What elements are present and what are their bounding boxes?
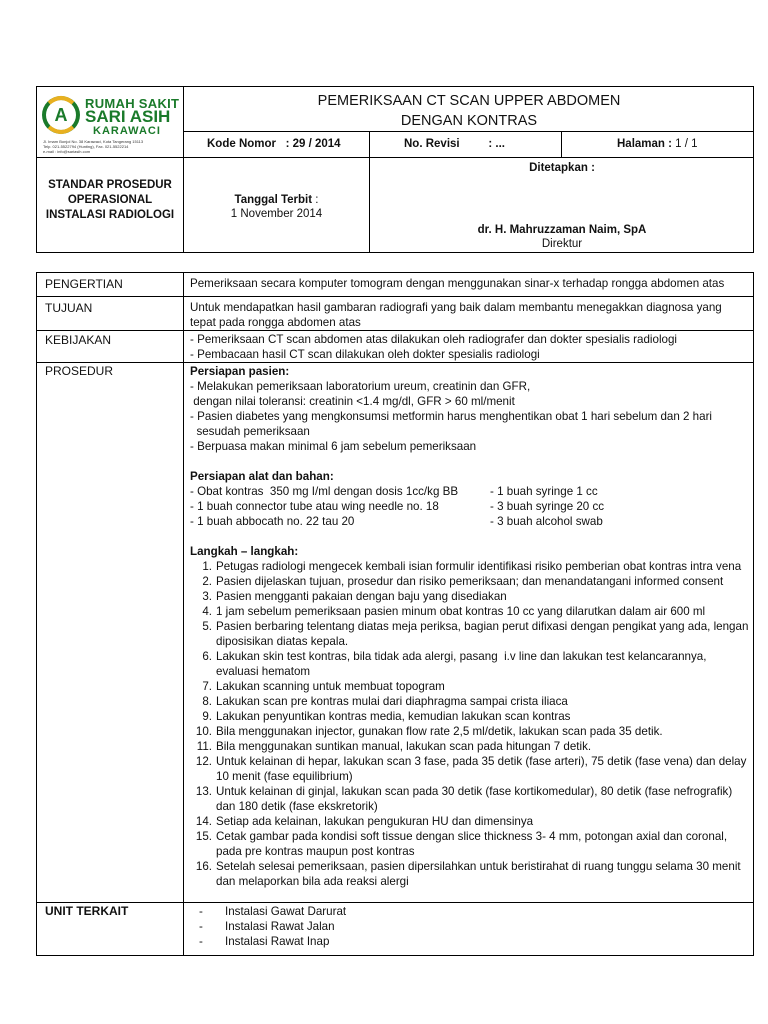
prosedur-content: [190, 364, 748, 889]
step-item: [190, 859, 748, 874]
step-item: [190, 844, 748, 859]
step-number: 12.: [195, 755, 212, 768]
step-text: 1 jam sebelum pemeriksaan pasien minum obat kontras 10 cc yang dilarutkan dalam air 600 ml: [216, 605, 706, 618]
step-text: Setiap ada kelainan, lakukan pengukuran HU dan dimensinya: [216, 815, 534, 828]
step-item: [190, 724, 748, 739]
list-item: [199, 934, 346, 949]
logo-line3: KARAWACI: [93, 125, 161, 137]
spo-line: INSTALASI RADIOLOGI: [45, 209, 175, 221]
step-item: [190, 784, 748, 799]
list-item: [199, 919, 346, 934]
langkah-title: Langkah – langkah:: [190, 545, 299, 558]
divider: [37, 362, 753, 363]
step-number: 8.: [202, 695, 212, 708]
prosedur-label: PROSEDUR: [45, 364, 114, 378]
step-text: Bila menggunakan injector, gunakan flow rate 2,5 ml/detik, lakukan scan pada 35 detik.: [216, 725, 663, 738]
spo-line: OPERASIONAL: [67, 194, 153, 206]
step-text: Petugas radiologi mengecek kembali isian formulir identifikasi risiko pemberian obat kontras intra vena: [216, 560, 742, 573]
step-text: Pasien mengganti pakaian dengan baju yang disediakan: [216, 590, 507, 603]
step-text: 10 menit (fase equilibrium): [216, 770, 353, 783]
logo-line2: SARI ASIH: [85, 107, 171, 126]
alat-item: - Obat kontras 350 mg I/ml dengan dosis 1cc/kg BB: [190, 485, 459, 498]
step-item: [190, 634, 748, 649]
terbit-colon: :: [315, 194, 319, 206]
step-item: [190, 769, 748, 784]
step-text: Lakukan penyuntikan kontras media, kemudian lakukan scan kontras: [216, 710, 571, 723]
divider: [37, 296, 753, 297]
tujuan-label: TUJUAN: [45, 301, 93, 315]
title-line: PEMERIKSAAN CT SCAN UPPER ABDOMEN: [317, 93, 621, 109]
steps-list: [190, 559, 748, 889]
step-text: dan 180 detik (fase ekskretorik): [216, 800, 378, 813]
step-item: [190, 679, 748, 694]
tujuan-text: [190, 300, 722, 330]
step-text: dan melaporkan bila ada reaksi alergi: [216, 875, 409, 888]
step-item: [190, 604, 748, 619]
step-number: 2.: [202, 575, 212, 588]
dash: -: [199, 905, 203, 918]
halaman: [617, 138, 698, 150]
revisi-label: No. Revisi: [404, 138, 460, 150]
step-number: 4.: [202, 605, 212, 618]
address-line: e-mail : info@sariasih.com: [43, 149, 91, 154]
alat-list: [190, 484, 748, 529]
alat-item: - 3 buah alcohol swab: [490, 515, 603, 528]
step-number: 7.: [202, 680, 212, 693]
divider: [561, 131, 562, 158]
step-number: 15.: [195, 830, 212, 843]
kode-value: : 29 / 2014: [285, 138, 341, 150]
alat-item: - 1 buah abbocath no. 22 tau 20: [190, 515, 355, 528]
step-item: [190, 754, 748, 769]
step-text: Lakukan scan pre kontras mulai dari diaphragma sampai crista iliaca: [216, 695, 568, 708]
unit-item: Instalasi Gawat Darurat: [225, 905, 347, 918]
header-table: [36, 86, 754, 253]
step-text: Lakukan skin test kontras, bila tidak ada alergi, pasang i.v line dan lakukan test kelancarannya,: [216, 650, 707, 663]
step-text: Pasien dijelaskan tujuan, prosedur dan risiko pemeriksaan; dan menandatangani informed consent: [216, 575, 724, 588]
text-line: Untuk mendapatkan hasil gambaran radiografi yang baik dalam membantu menegakkan diagnosa yang: [190, 301, 722, 314]
no-revisi: [404, 138, 505, 150]
pengertian-text: [190, 276, 724, 291]
signer-title: Direktur: [541, 238, 583, 250]
step-text: Untuk kelainan di hepar, lakukan scan 3 fase, pada 35 detik (fase arteri), 75 detik (fase vena) dan delay: [216, 755, 747, 768]
unit-item: Instalasi Rawat Inap: [225, 935, 330, 948]
terbit-value: 1 November 2014: [230, 208, 323, 220]
terbit-label: Tanggal Terbit: [234, 194, 313, 206]
step-item: [190, 709, 748, 724]
step-item: [190, 574, 748, 589]
step-item: [190, 874, 748, 889]
step-text: Bila menggunakan suntikan manual, lakukan scan pada hitungan 7 detik.: [216, 740, 592, 753]
halaman-value: 1 / 1: [675, 138, 698, 150]
signer-name: dr. H. Mahruzzaman Naim, SpA: [477, 224, 647, 236]
address-line: Jl. Imam Bonjol No. 38 Karawaci, Kota Tangerang 15113: [43, 139, 144, 144]
hospital-logo: [37, 87, 183, 157]
kebijakan-label: KEBIJAKAN: [45, 333, 112, 347]
divider: [183, 273, 184, 955]
step-number: 14.: [195, 815, 212, 828]
dash: -: [199, 920, 203, 933]
step-text: Pasien berbaring telentang diatas meja periksa, bagian perut difixasi dengan pengikat yang ada, lengan: [216, 620, 749, 633]
step-number: 16.: [195, 860, 212, 873]
step-item: [190, 694, 748, 709]
ditetapkan-label: Ditetapkan :: [529, 162, 595, 174]
halaman-label: Halaman :: [617, 138, 672, 150]
text-line: tepat pada rongga abdomen atas: [190, 316, 361, 329]
spo-title: [37, 178, 183, 223]
text-line: - Pasien diabetes yang mengkonsumsi metformin harus menghentikan obat 1 hari sebelum dan 2 hari: [190, 410, 713, 423]
step-number: 1.: [202, 560, 212, 573]
step-number: 9.: [202, 710, 212, 723]
step-text: Setelah selesai pemeriksaan, pasien dipersilahkan untuk beristirahat di ruang tunggu selama 30 menit: [216, 860, 741, 873]
address-line: Telp. 021-5522794 (Hunting), Fax. 021-5522214: [43, 144, 129, 149]
unit-terkait-list: [199, 904, 346, 949]
divider: [37, 902, 753, 903]
alat-item: - 1 buah syringe 1 cc: [490, 485, 598, 498]
procedure-table: [36, 272, 754, 956]
step-item: [190, 619, 748, 634]
step-item: [190, 814, 748, 829]
divider: [183, 157, 753, 158]
logo-address: [43, 139, 143, 154]
divider: [183, 131, 753, 132]
persiapan-alat-title: Persiapan alat dan bahan:: [190, 470, 334, 483]
unit-terkait-label: UNIT TERKAIT: [45, 904, 129, 918]
kode-nomor: [207, 138, 341, 150]
title-line: DENGAN KONTRAS: [400, 113, 538, 129]
text-line: - Pemeriksaan CT scan abdomen atas dilakukan oleh radiografer dan dokter spesialis radiologi: [190, 333, 677, 346]
text-line: dengan nilai toleransi: creatinin <1.4 mg/dl, GFR > 60 ml/menit: [190, 395, 515, 408]
step-item: [190, 559, 748, 574]
text-line: - Melakukan pemeriksaan laboratorium ureum, creatinin dan GFR,: [190, 380, 531, 393]
text-line: - Berpuasa makan minimal 6 jam sebelum pemeriksaan: [190, 440, 477, 453]
tanggal-terbit: [184, 193, 369, 221]
step-item: [190, 799, 748, 814]
revisi-value: : ...: [488, 138, 505, 150]
dash: -: [199, 935, 203, 948]
spo-line: STANDAR PROSEDUR: [48, 179, 172, 191]
kebijakan-text: [190, 332, 677, 362]
step-item: [190, 829, 748, 844]
step-number: 13.: [195, 785, 212, 798]
step-item: [190, 589, 748, 604]
step-text: pada pre kontras maupun post kontras: [216, 845, 415, 858]
document-title: [184, 87, 754, 131]
step-number: 3.: [202, 590, 212, 603]
step-number: 11.: [196, 740, 212, 753]
emblem-letter: A: [54, 105, 68, 125]
step-text: diposisikan diatas kepala.: [216, 635, 349, 648]
pengertian-label: PENGERTIAN: [45, 277, 123, 291]
divider: [37, 157, 183, 158]
step-item: [190, 649, 748, 664]
text-line: - Pembacaan hasil CT scan dilakukan oleh dokter spesialis radiologi: [190, 348, 540, 361]
step-text: Lakukan scanning untuk membuat topogram: [216, 680, 445, 693]
unit-item: Instalasi Rawat Jalan: [225, 920, 335, 933]
step-item: [190, 739, 748, 754]
step-number: 10.: [195, 725, 212, 738]
alat-item: - 3 buah syringe 20 cc: [490, 500, 605, 513]
logo-line1: RUMAH SAKIT: [85, 96, 180, 111]
list-item: [199, 904, 346, 919]
alat-item: - 1 buah connector tube atau wing needle no. 18: [190, 500, 439, 513]
step-number: 5.: [202, 620, 212, 633]
persiapan-pasien-title: Persiapan pasien:: [190, 365, 290, 378]
step-item: [190, 664, 748, 679]
step-text: Untuk kelainan di ginjal, lakukan scan pada 30 detik (fase kortikomedular), 80 detik (fase nefrografik): [216, 785, 733, 798]
step-text: Cetak gambar pada kondisi soft tissue dengan slice thickness 3- 4 mm, potongan axial dan coronal,: [216, 830, 728, 843]
kode-label: Kode Nomor: [207, 138, 276, 150]
step-text: evaluasi hematom: [216, 665, 311, 678]
divider: [37, 330, 753, 331]
step-number: 6.: [202, 650, 212, 663]
text-line: sesudah pemeriksaan: [190, 425, 310, 438]
text-line: Pemeriksaan secara komputer tomogram dengan menggunakan sinar-x terhadap rongga abdomen atas: [190, 277, 725, 290]
